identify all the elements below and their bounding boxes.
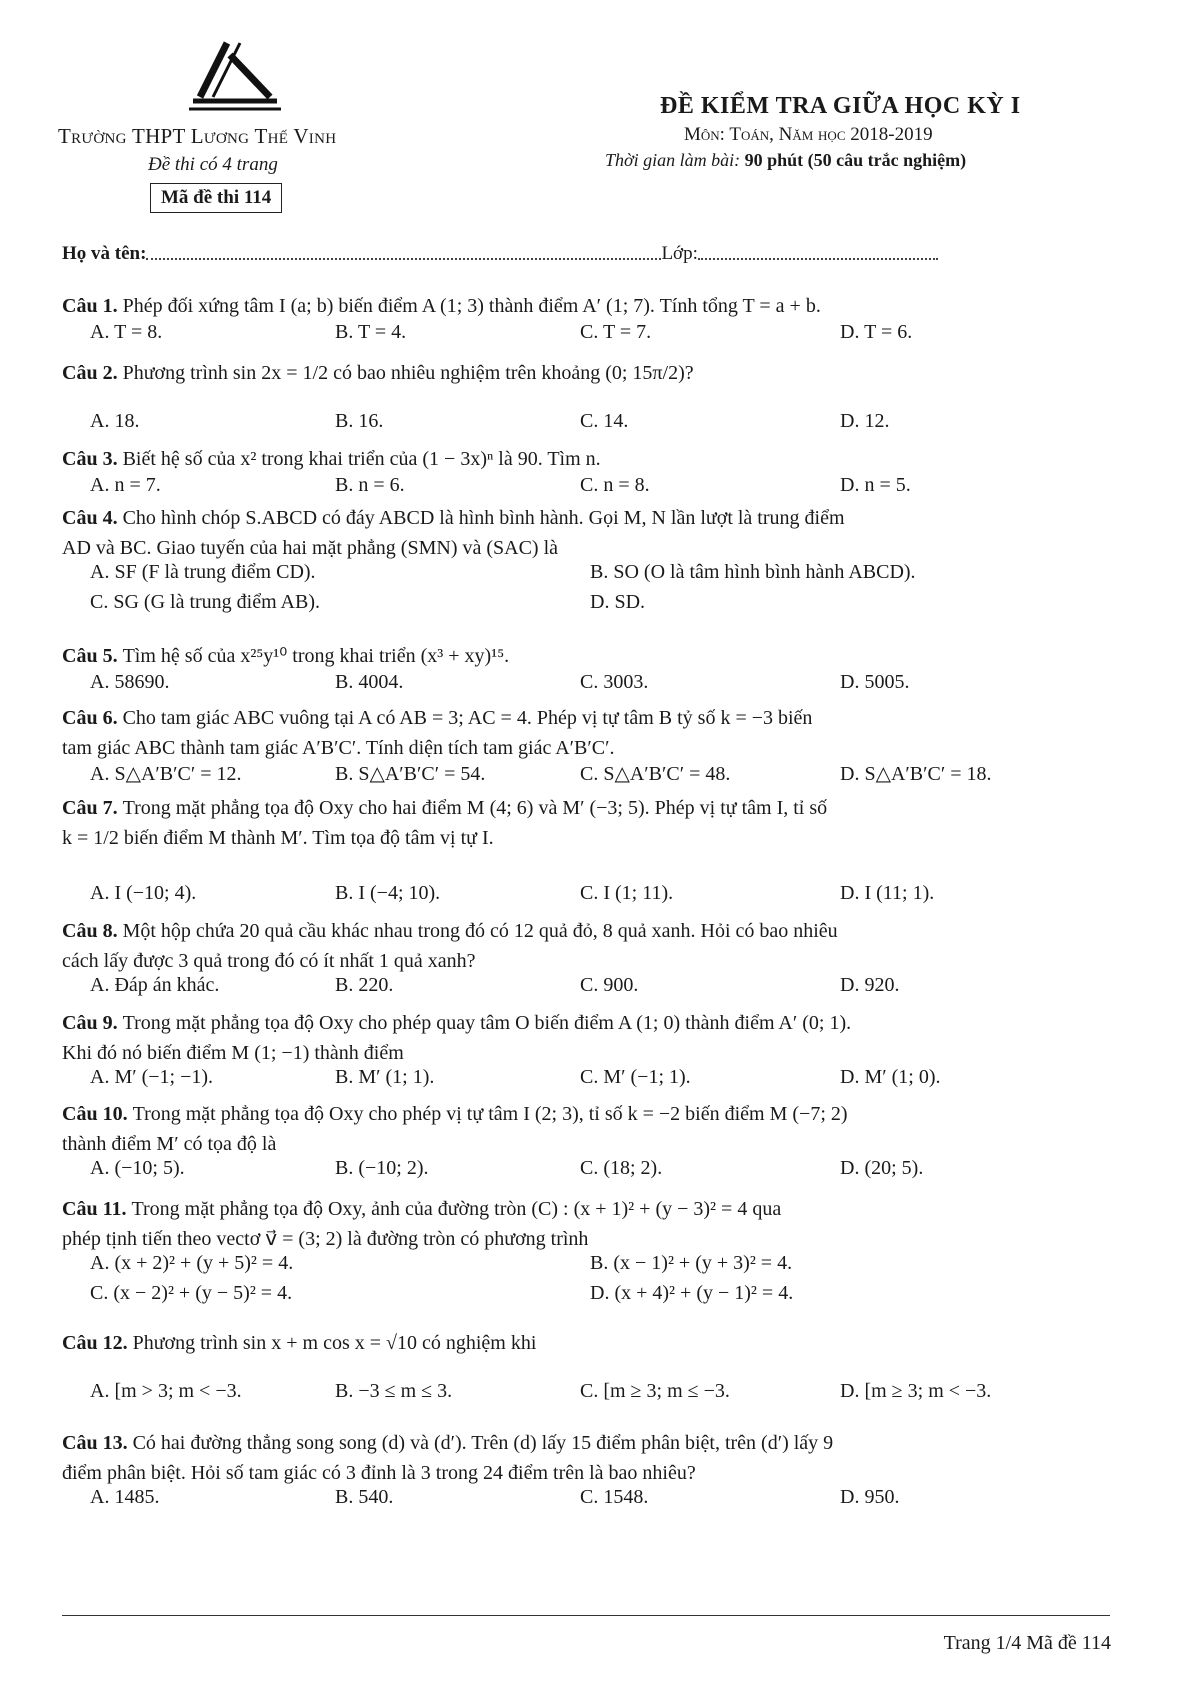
question-12 (62, 1330, 1112, 1356)
options-row (90, 1282, 1110, 1308)
answer-option[interactable]: A. (−10; 5). (90, 1157, 185, 1179)
student-info-row (62, 243, 1002, 265)
name-label: Họ và tên: (62, 243, 147, 264)
answer-option[interactable]: A. 1485. (90, 1486, 160, 1508)
answer-option[interactable]: A. [m > 3; m < −3. (90, 1380, 242, 1402)
question-number: Câu 2. (62, 362, 123, 384)
question-text: Có hai đường thẳng song song (d) và (d′). Trên (d) lấy 15 điểm phân biệt, trên (d′) lấy 9 (132, 1432, 834, 1454)
options-row (90, 1066, 1110, 1092)
exam-code-box: Mã đề thi 114 (150, 183, 282, 213)
options-row (90, 761, 1110, 787)
question-text-cont: Khi đó nó biến điểm M (1; −1) thành điểm (62, 1042, 404, 1064)
question-text: Trong mặt phẳng tọa độ Oxy cho phép quay tâm O biến điểm A (1; 0) thành điểm A′ (0; 1). (122, 1012, 852, 1034)
answer-option[interactable]: A. I (−10; 4). (90, 882, 197, 904)
answer-option[interactable]: B. 4004. (335, 671, 404, 693)
question-number: Câu 7. (62, 797, 123, 819)
answer-option[interactable]: D. 920. (840, 974, 900, 996)
answer-option[interactable]: A. n = 7. (90, 474, 161, 496)
question-number: Câu 13. (62, 1432, 133, 1454)
answer-option[interactable]: A. Đáp án khác. (90, 974, 220, 996)
answer-option[interactable]: D. 5005. (840, 671, 910, 693)
question-9 (62, 1010, 1112, 1066)
time-prefix: Thời gian làm bài: (605, 150, 745, 170)
answer-option[interactable]: B. SO (O là tâm hình bình hành ABCD). (590, 561, 916, 583)
options-row (90, 591, 1110, 617)
question-text: Tìm hệ số của x²⁵y¹⁰ trong khai triển (x³ + xy)¹⁵. (122, 645, 510, 667)
answer-option[interactable]: C. (x − 2)² + (y − 5)² = 4. (90, 1282, 293, 1304)
options-row (90, 974, 1110, 1000)
question-7 (62, 795, 1112, 851)
answer-option[interactable]: B. n = 6. (335, 474, 405, 496)
question-number: Câu 3. (62, 448, 123, 470)
question-number: Câu 9. (62, 1012, 123, 1034)
school-logo (185, 35, 285, 115)
answer-option[interactable]: A. 58690. (90, 671, 170, 693)
question-2 (62, 360, 1112, 386)
exam-title: ĐỀ KIỂM TRA GIỮA HỌC KỲ I (660, 93, 1021, 119)
answer-option[interactable]: D. I (11; 1). (840, 882, 935, 904)
answer-option[interactable]: C. [m ≥ 3; m ≤ −3. (580, 1380, 730, 1402)
question-text: Cho hình chóp S.ABCD có đáy ABCD là hình bình hành. Gọi M, N lần lượt là trung điểm (122, 507, 845, 529)
question-text: Trong mặt phẳng tọa độ Oxy cho phép vị tự tâm I (2; 3), tỉ số k = −2 biến điểm M (−7; 2) (132, 1103, 848, 1125)
question-text: Phép đối xứng tâm I (a; b) biến điểm A (1; 3) thành điểm A′ (1; 7). Tính tổng T = a + b. (122, 295, 821, 317)
question-text: Cho tam giác ABC vuông tại A có AB = 3; AC = 4. Phép vị tự tâm B tỷ số k = −3 biến (122, 707, 813, 729)
class-label: Lớp: (661, 243, 698, 264)
question-text-cont: AD và BC. Giao tuyến của hai mặt phẳng (SMN) và (SAC) là (62, 537, 559, 559)
answer-option[interactable]: D. T = 6. (840, 321, 913, 343)
options-row (90, 1157, 1110, 1183)
answer-option[interactable]: C. T = 7. (580, 321, 652, 343)
answer-option[interactable]: B. 540. (335, 1486, 394, 1508)
question-text: Phương trình sin 2x = 1/2 có bao nhiêu nghiệm trên khoảng (0; 15π/2)? (122, 362, 694, 384)
answer-option[interactable]: D. SD. (590, 591, 646, 613)
answer-option[interactable]: B. I (−4; 10). (335, 882, 441, 904)
question-text-cont: phép tịnh tiến theo vectơ v⃗ = (3; 2) là đường tròn có phương trình (62, 1228, 589, 1250)
answer-option[interactable]: B. T = 4. (335, 321, 407, 343)
answer-option[interactable]: C. 3003. (580, 671, 649, 693)
question-text-cont: thành điểm M′ có tọa độ là (62, 1133, 277, 1155)
question-text: Phương trình sin x + m cos x = √10 có nghiệm khi (132, 1332, 537, 1354)
answer-option[interactable]: C. I (1; 11). (580, 882, 674, 904)
question-number: Câu 12. (62, 1332, 133, 1354)
options-row (90, 671, 1110, 697)
answer-option[interactable]: D. (x + 4)² + (y − 1)² = 4. (590, 1282, 794, 1304)
time-value: 90 phút (50 câu trắc nghiệm) (744, 150, 967, 170)
question-13 (62, 1430, 1112, 1486)
school-name: Trường THPT Lương Thế Vinh (58, 124, 337, 148)
options-row (90, 1380, 1110, 1406)
question-number: Câu 5. (62, 645, 123, 667)
answer-option[interactable]: A. M′ (−1; −1). (90, 1066, 214, 1088)
answer-option[interactable]: A. (x + 2)² + (y + 5)² = 4. (90, 1252, 294, 1274)
question-number: Câu 10. (62, 1103, 133, 1125)
answer-option[interactable]: B. (−10; 2). (335, 1157, 429, 1179)
question-3 (62, 446, 1112, 472)
answer-option[interactable]: D. 950. (840, 1486, 900, 1508)
answer-option[interactable]: C. 1548. (580, 1486, 649, 1508)
pages-note: Đề thi có 4 trang (148, 154, 278, 175)
answer-option[interactable]: C. 900. (580, 974, 639, 996)
question-number: Câu 8. (62, 920, 123, 942)
question-text-cont: tam giác ABC thành tam giác A′B′C′. Tính diện tích tam giác A′B′C′. (62, 737, 615, 759)
answer-option[interactable]: C. n = 8. (580, 474, 650, 496)
question-4 (62, 505, 1112, 561)
question-number: Câu 4. (62, 507, 123, 529)
options-row (90, 1486, 1110, 1512)
answer-option[interactable]: B. S△A′B′C′ = 54. (335, 763, 486, 785)
question-8 (62, 918, 1112, 974)
name-field[interactable] (146, 258, 661, 260)
question-text-cont: cách lấy được 3 quả trong đó có ít nhất 1 quả xanh? (62, 950, 476, 972)
answer-option[interactable]: C. (18; 2). (580, 1157, 663, 1179)
answer-option[interactable]: A. T = 8. (90, 321, 163, 343)
answer-option[interactable]: B. (x − 1)² + (y + 3)² = 4. (590, 1252, 793, 1274)
question-number: Câu 11. (62, 1198, 132, 1220)
answer-option[interactable]: C. S△A′B′C′ = 48. (580, 763, 731, 785)
answer-option[interactable]: D. (20; 5). (840, 1157, 924, 1179)
answer-option[interactable]: D. 12. (840, 410, 890, 432)
answer-option[interactable]: D. M′ (1; 0). (840, 1066, 941, 1088)
answer-option[interactable]: C. SG (G là trung điểm AB). (90, 591, 320, 613)
question-11 (62, 1196, 1112, 1252)
answer-option[interactable]: D. [m ≥ 3; m < −3. (840, 1380, 992, 1402)
answer-option[interactable]: C. 14. (580, 410, 629, 432)
question-text: Trong mặt phẳng tọa độ Oxy cho hai điểm M (4; 6) và M′ (−3; 5). Phép vị tự tâm I, tỉ số (122, 797, 828, 819)
answer-option[interactable]: D. n = 5. (840, 474, 911, 496)
question-text-cont: k = 1/2 biến điểm M thành M′. Tìm tọa độ tâm vị tự I. (62, 827, 494, 849)
subject-line: Môn: Toán, Năm học 2018-2019 (684, 124, 933, 145)
answer-option[interactable]: A. 18. (90, 410, 140, 432)
answer-option[interactable]: B. 16. (335, 410, 384, 432)
answer-option[interactable]: B. 220. (335, 974, 394, 996)
question-6 (62, 705, 1112, 761)
question-text-cont: điểm phân biệt. Hỏi số tam giác có 3 đỉnh là 3 trong 24 điểm trên là bao nhiêu? (62, 1462, 696, 1484)
question-text: Một hộp chứa 20 quả cầu khác nhau trong đó có 12 quả đỏ, 8 quả xanh. Hỏi có bao nhiêu (122, 920, 838, 942)
question-10 (62, 1101, 1112, 1157)
options-row (90, 882, 1110, 908)
question-text: Biết hệ số của x² trong khai triển của (1 − 3x)ⁿ là 90. Tìm n. (122, 448, 601, 470)
options-row (90, 561, 1110, 587)
time-line (605, 150, 966, 171)
question-text: Trong mặt phẳng tọa độ Oxy, ảnh của đường tròn (C) : (x + 1)² + (y − 3)² = 4 qua (131, 1198, 782, 1220)
question-1 (62, 293, 1112, 319)
answer-option[interactable]: B. −3 ≤ m ≤ 3. (335, 1380, 453, 1402)
question-5 (62, 643, 1112, 669)
question-number: Câu 6. (62, 707, 123, 729)
options-row (90, 1252, 1110, 1278)
question-number: Câu 1. (62, 295, 123, 317)
options-row (90, 474, 1110, 500)
page-footer: Trang 1/4 Mã đề 114 (943, 1632, 1111, 1654)
footer-divider (62, 1615, 1110, 1616)
options-row (90, 321, 1110, 347)
answer-option[interactable]: C. M′ (−1; 1). (580, 1066, 691, 1088)
answer-option[interactable]: B. M′ (1; 1). (335, 1066, 435, 1088)
answer-option[interactable]: A. S△A′B′C′ = 12. (90, 763, 242, 785)
options-row (90, 410, 1110, 436)
class-field[interactable] (698, 258, 938, 260)
answer-option[interactable]: A. SF (F là trung điểm CD). (90, 561, 316, 583)
answer-option[interactable]: D. S△A′B′C′ = 18. (840, 763, 992, 785)
